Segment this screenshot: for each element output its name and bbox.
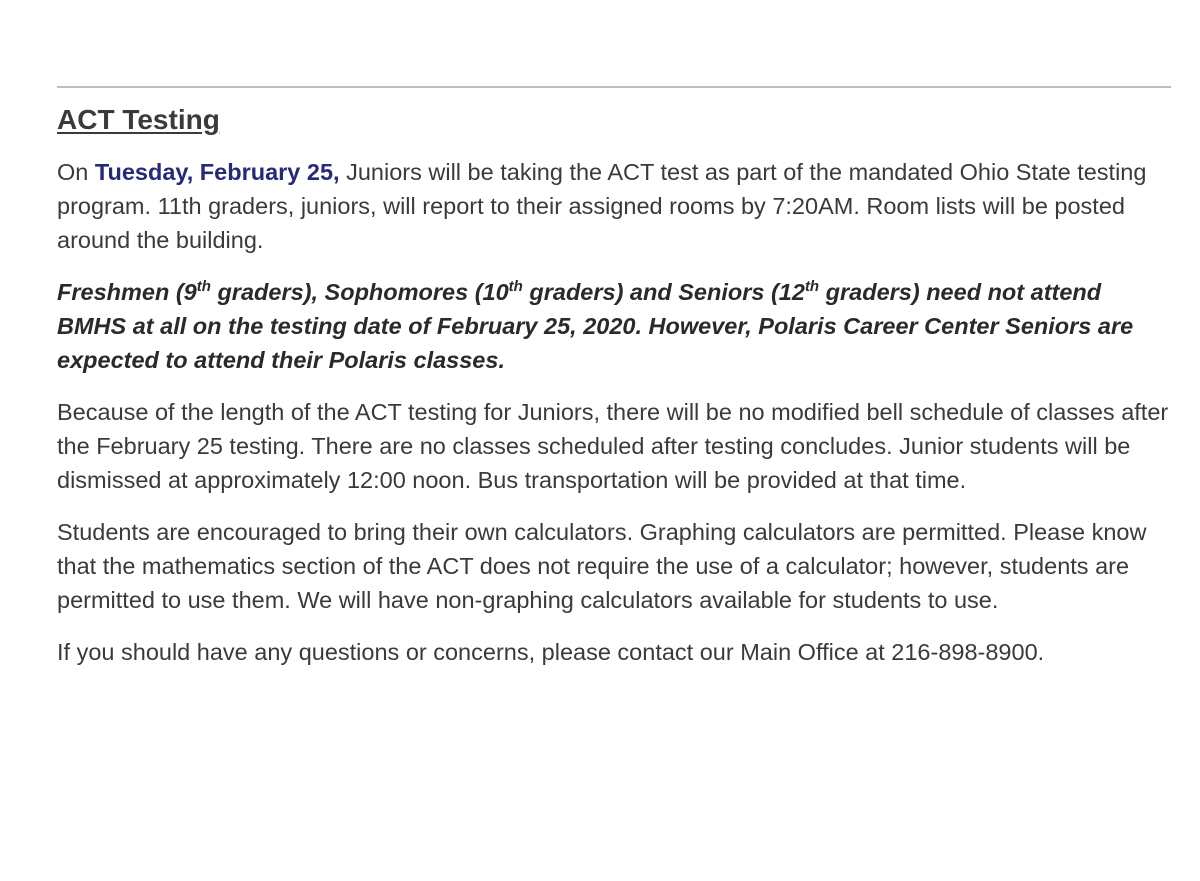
paragraph-prefix: On bbox=[57, 159, 95, 185]
text-segment: graders), Sophomores (10 bbox=[210, 279, 509, 305]
ordinal-suffix: th bbox=[804, 278, 820, 295]
notice-body bbox=[57, 100, 1177, 669]
test-date: Tuesday, February 25, bbox=[94, 159, 340, 185]
paragraph-schedule: Because of the length of the ACT testing for Juniors, there will be no modified bell schedule of classes after the February 25 testing. There are no classes scheduled after testing concludes. Junior students will be dismissed at approximately 12:00 noon. Bus transportation will be provided at that time. bbox=[57, 399, 1169, 493]
paragraph-contact: If you should have any questions or concerns, please contact our Main Office at 216-898-8900. bbox=[57, 639, 1045, 665]
paragraph-non-juniors bbox=[57, 275, 1147, 377]
paragraph-calculators: Students are encouraged to bring their own calculators. Graphing calculators are permitted. Please know that the mathematics section of the ACT does not require the use of a calculator; however, students are permitted to use them. We will have non-graphing calculators available for students to use. bbox=[57, 519, 1147, 613]
text-segment: Freshmen (9 bbox=[57, 279, 197, 305]
text-segment: graders) and Seniors (12 bbox=[522, 279, 805, 305]
paragraph-testing-date bbox=[57, 155, 1147, 257]
top-divider bbox=[57, 86, 1171, 88]
ordinal-suffix: th bbox=[508, 278, 523, 295]
notice-title: ACT Testing bbox=[57, 104, 220, 135]
paragraph-text: Juniors will be taking the ACT test as part of the mandated Ohio State testing program. 11th graders, juniors, will report to their assigned rooms by 7:20AM. Room lists will be posted around the building. bbox=[57, 159, 1147, 253]
ordinal-suffix: th bbox=[196, 278, 211, 295]
text-segment: graders) need not attend BMHS at all on the testing date of February 25, 2020. However, Polaris Career Center Seniors are expected to attend their Polaris classes. bbox=[57, 279, 1134, 373]
